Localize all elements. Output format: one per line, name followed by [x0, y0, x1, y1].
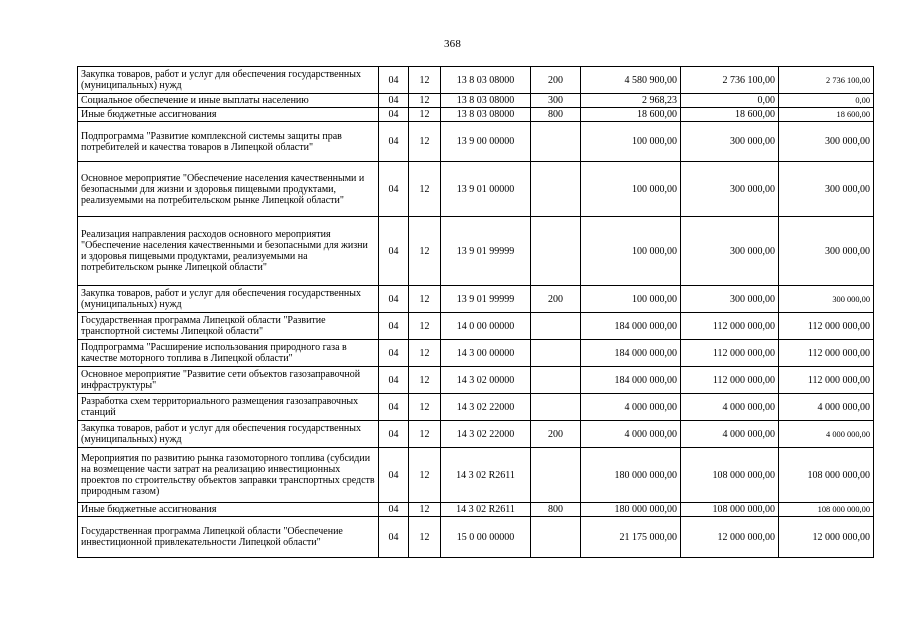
section-cell: 04 — [379, 108, 409, 122]
amount-year-2-cell: 4 000 000,00 — [681, 421, 779, 448]
subsection-cell: 12 — [409, 367, 441, 394]
row-name-cell: Подпрограмма "Развитие комплексной системы защиты прав потребителей и качества товаров в Липецкой области" — [78, 122, 379, 162]
amount-year-3-cell: 18 600,00 — [779, 108, 874, 122]
target-article-cell: 14 3 02 R2611 — [441, 503, 531, 517]
row-name-cell: Иные бюджетные ассигнования — [78, 108, 379, 122]
row-name-cell: Реализация направления расходов основного мероприятия "Обеспечение населения качественными и безопасными для жизни и здоровья пищевыми продуктами, реализуемыми на потребительском рынке Липецкой области" — [78, 217, 379, 286]
row-name-cell: Закупка товаров, работ и услуг для обеспечения государственных (муниципальных) нужд — [78, 67, 379, 94]
amount-year-2-cell: 112 000 000,00 — [681, 313, 779, 340]
target-article-cell: 13 9 01 99999 — [441, 286, 531, 313]
row-name-cell: Закупка товаров, работ и услуг для обеспечения государственных (муниципальных) нужд — [78, 421, 379, 448]
subsection-cell: 12 — [409, 286, 441, 313]
amount-year-1-cell: 18 600,00 — [581, 108, 681, 122]
amount-year-3-cell: 112 000 000,00 — [779, 367, 874, 394]
section-cell: 04 — [379, 67, 409, 94]
amount-year-3-cell: 2 736 100,00 — [779, 67, 874, 94]
row-name-cell: Иные бюджетные ассигнования — [78, 503, 379, 517]
amount-year-1-cell: 100 000,00 — [581, 122, 681, 162]
amount-year-3-cell: 4 000 000,00 — [779, 421, 874, 448]
amount-year-2-cell: 18 600,00 — [681, 108, 779, 122]
amount-year-3-cell: 112 000 000,00 — [779, 340, 874, 367]
table-row — [78, 421, 874, 448]
target-article-cell: 13 8 03 08000 — [441, 108, 531, 122]
section-cell: 04 — [379, 421, 409, 448]
subsection-cell: 12 — [409, 108, 441, 122]
amount-year-3-cell: 4 000 000,00 — [779, 394, 874, 421]
amount-year-3-cell: 300 000,00 — [779, 217, 874, 286]
amount-year-1-cell: 2 968,23 — [581, 94, 681, 108]
expense-type-cell — [531, 394, 581, 421]
expense-type-cell — [531, 217, 581, 286]
row-name-cell: Подпрограмма "Расширение использования природного газа в качестве моторного топлива в Липецкой области" — [78, 340, 379, 367]
expense-type-cell: 200 — [531, 67, 581, 94]
target-article-cell: 15 0 00 00000 — [441, 517, 531, 558]
table-row — [78, 94, 874, 108]
section-cell: 04 — [379, 313, 409, 340]
subsection-cell: 12 — [409, 517, 441, 558]
row-name-cell: Основное мероприятие "Обеспечение населения качественными и безопасными для жизни и здоровья пищевыми продуктами, реализуемыми на потребительском рынке Липецкой области" — [78, 162, 379, 217]
section-cell: 04 — [379, 286, 409, 313]
target-article-cell: 14 3 00 00000 — [441, 340, 531, 367]
expense-type-cell: 200 — [531, 286, 581, 313]
target-article-cell: 13 8 03 08000 — [441, 94, 531, 108]
row-name-cell: Мероприятия по развитию рынка газомоторного топлива (субсидии на возмещение части затрат на реализацию инвестиционных проектов по строительству объектов заправки транспортных средств природным газом) — [78, 448, 379, 503]
amount-year-2-cell: 300 000,00 — [681, 217, 779, 286]
amount-year-2-cell: 108 000 000,00 — [681, 448, 779, 503]
amount-year-1-cell: 100 000,00 — [581, 162, 681, 217]
amount-year-3-cell: 108 000 000,00 — [779, 448, 874, 503]
page-number: 368 — [443, 38, 462, 50]
table-row — [78, 313, 874, 340]
subsection-cell: 12 — [409, 340, 441, 367]
subsection-cell: 12 — [409, 94, 441, 108]
amount-year-1-cell: 100 000,00 — [581, 286, 681, 313]
expense-type-cell — [531, 448, 581, 503]
amount-year-2-cell: 12 000 000,00 — [681, 517, 779, 558]
amount-year-2-cell: 108 000 000,00 — [681, 503, 779, 517]
expense-type-cell: 200 — [531, 421, 581, 448]
amount-year-2-cell: 112 000 000,00 — [681, 367, 779, 394]
amount-year-1-cell: 4 000 000,00 — [581, 421, 681, 448]
section-cell: 04 — [379, 162, 409, 217]
subsection-cell: 12 — [409, 67, 441, 94]
amount-year-1-cell: 4 580 900,00 — [581, 67, 681, 94]
table-row — [78, 517, 874, 558]
amount-year-3-cell: 112 000 000,00 — [779, 313, 874, 340]
section-cell: 04 — [379, 517, 409, 558]
target-article-cell: 13 9 01 99999 — [441, 217, 531, 286]
table-row — [78, 122, 874, 162]
amount-year-1-cell: 21 175 000,00 — [581, 517, 681, 558]
amount-year-1-cell: 184 000 000,00 — [581, 313, 681, 340]
amount-year-1-cell: 4 000 000,00 — [581, 394, 681, 421]
expense-type-cell: 800 — [531, 108, 581, 122]
target-article-cell: 13 9 00 00000 — [441, 122, 531, 162]
row-name-cell: Основное мероприятие "Развитие сети объектов газозаправочной инфраструктуры" — [78, 367, 379, 394]
row-name-cell: Государственная программа Липецкой области "Обеспечение инвестиционной привлекательности Липецкой области" — [78, 517, 379, 558]
subsection-cell: 12 — [409, 394, 441, 421]
subsection-cell: 12 — [409, 448, 441, 503]
table-row — [78, 286, 874, 313]
section-cell: 04 — [379, 94, 409, 108]
amount-year-2-cell: 112 000 000,00 — [681, 340, 779, 367]
expense-type-cell — [531, 367, 581, 394]
amount-year-2-cell: 300 000,00 — [681, 162, 779, 217]
section-cell: 04 — [379, 217, 409, 286]
amount-year-2-cell: 300 000,00 — [681, 122, 779, 162]
target-article-cell: 14 3 02 R2611 — [441, 448, 531, 503]
section-cell: 04 — [379, 340, 409, 367]
subsection-cell: 12 — [409, 313, 441, 340]
section-cell: 04 — [379, 503, 409, 517]
row-name-cell: Социальное обеспечение и иные выплаты населению — [78, 94, 379, 108]
target-article-cell: 14 0 00 00000 — [441, 313, 531, 340]
amount-year-3-cell: 108 000 000,00 — [779, 503, 874, 517]
expense-type-cell — [531, 122, 581, 162]
expense-type-cell — [531, 162, 581, 217]
amount-year-3-cell: 12 000 000,00 — [779, 517, 874, 558]
amount-year-3-cell: 300 000,00 — [779, 286, 874, 313]
target-article-cell: 14 3 02 22000 — [441, 421, 531, 448]
table-row — [78, 448, 874, 503]
amount-year-1-cell: 180 000 000,00 — [581, 448, 681, 503]
target-article-cell: 14 3 02 00000 — [441, 367, 531, 394]
target-article-cell: 13 8 03 08000 — [441, 67, 531, 94]
amount-year-2-cell: 4 000 000,00 — [681, 394, 779, 421]
expense-type-cell — [531, 340, 581, 367]
budget-table-body — [78, 67, 874, 558]
subsection-cell: 12 — [409, 217, 441, 286]
subsection-cell: 12 — [409, 421, 441, 448]
amount-year-2-cell: 2 736 100,00 — [681, 67, 779, 94]
amount-year-1-cell: 100 000,00 — [581, 217, 681, 286]
table-row — [78, 367, 874, 394]
subsection-cell: 12 — [409, 503, 441, 517]
amount-year-3-cell: 0,00 — [779, 94, 874, 108]
amount-year-2-cell: 300 000,00 — [681, 286, 779, 313]
amount-year-3-cell: 300 000,00 — [779, 122, 874, 162]
budget-table — [77, 66, 874, 558]
target-article-cell: 13 9 01 00000 — [441, 162, 531, 217]
amount-year-3-cell: 300 000,00 — [779, 162, 874, 217]
table-row — [78, 217, 874, 286]
expense-type-cell — [531, 517, 581, 558]
amount-year-1-cell: 184 000 000,00 — [581, 340, 681, 367]
target-article-cell: 14 3 02 22000 — [441, 394, 531, 421]
table-row — [78, 67, 874, 94]
subsection-cell: 12 — [409, 162, 441, 217]
table-row — [78, 162, 874, 217]
table-row — [78, 340, 874, 367]
section-cell: 04 — [379, 394, 409, 421]
expense-type-cell — [531, 313, 581, 340]
expense-type-cell: 300 — [531, 94, 581, 108]
amount-year-1-cell: 184 000 000,00 — [581, 367, 681, 394]
table-row — [78, 108, 874, 122]
table-row — [78, 394, 874, 421]
row-name-cell: Государственная программа Липецкой области "Развитие транспортной системы Липецкой области" — [78, 313, 379, 340]
section-cell: 04 — [379, 448, 409, 503]
section-cell: 04 — [379, 122, 409, 162]
amount-year-2-cell: 0,00 — [681, 94, 779, 108]
amount-year-1-cell: 180 000 000,00 — [581, 503, 681, 517]
subsection-cell: 12 — [409, 122, 441, 162]
section-cell: 04 — [379, 367, 409, 394]
row-name-cell: Закупка товаров, работ и услуг для обеспечения государственных (муниципальных) нужд — [78, 286, 379, 313]
table-row — [78, 503, 874, 517]
row-name-cell: Разработка схем территориального размещения газозаправочных станций — [78, 394, 379, 421]
expense-type-cell: 800 — [531, 503, 581, 517]
